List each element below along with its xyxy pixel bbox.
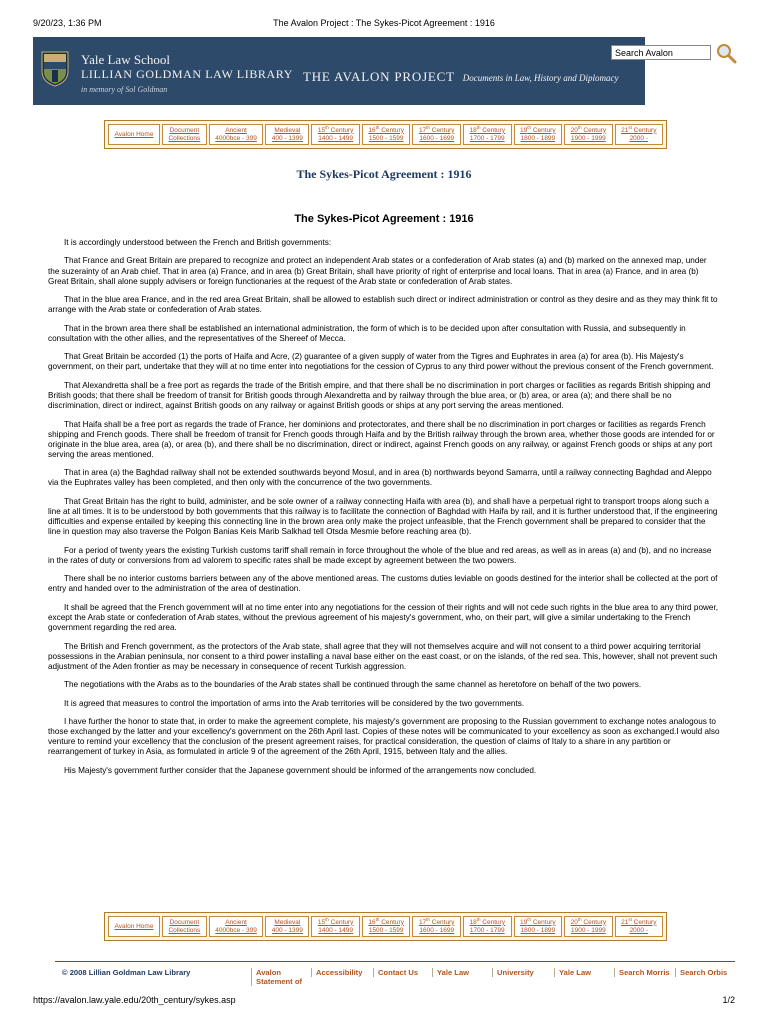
nav-link-ordinal: th xyxy=(426,124,430,130)
document-paragraph: For a period of twenty years the existing Turkish customs tariff shall remain in force throughout the whole of the blue and red areas, as well as in areas (a) and (b), and no increase in the rates of duty or conversions from ad valorem to specific rates shall be made except by agreement between the two powers. xyxy=(48,545,712,565)
nav-link[interactable] xyxy=(514,916,563,937)
nav-link-label: 15 xyxy=(317,918,326,926)
nav-link-range: 2000 - xyxy=(629,134,648,142)
nav-link-ordinal: th xyxy=(325,124,329,130)
nav-link[interactable] xyxy=(564,916,613,937)
document-title: The Sykes-Picot Agreement : 1916 xyxy=(294,213,474,225)
nav-link[interactable] xyxy=(362,916,411,937)
footer-link-contact[interactable]: Contact Us xyxy=(373,968,418,977)
nav-link[interactable] xyxy=(514,124,563,145)
nav-link-range: 2000 - xyxy=(629,926,648,934)
document-body xyxy=(48,238,720,784)
footer-link-yale-law[interactable]: Yale Law xyxy=(432,968,469,977)
footer-link-search-morris[interactable]: Search Morris xyxy=(614,968,670,977)
copyright: © 2008 Lillian Goldman Law Library xyxy=(62,968,191,977)
nav-link-range: 1600 - 1699 xyxy=(419,134,455,142)
document-paragraph: It shall be agreed that the French government will at no time enter into any negotiations for the cession of their rights and will not cede such rights in the blue area to any third power, except the Arab state or confederation of Arab states, without the previous agreement of his majesty's government, who, on their part, will give a similar undertaking to the French government regarding the red area. xyxy=(48,602,719,633)
nav-link-label: 15 xyxy=(317,126,326,134)
search-input[interactable] xyxy=(611,45,711,60)
nav-link[interactable] xyxy=(108,124,160,145)
nav-link-range: 1400 - 1499 xyxy=(318,926,353,934)
nav-link-label: Ancient xyxy=(225,918,247,926)
nav-link-range: 1800 - 1899 xyxy=(520,926,556,934)
nav-link[interactable] xyxy=(265,124,309,145)
nav-link-label: 16 xyxy=(368,126,376,134)
document-paragraph: I have further the honor to state that, in order to make the agreement complete, his majesty's government are proposing to the Russian government to exchange notes analogous to those exchanged by the latter and your excellency's government on the 26th April last. Copies of these notes will be communicated to your excellency as soon as exchanged.I would also venture to remind your excellency that the conclusion of the present agreement raises, for practical consideration, the question of claims of Italy to a share in any partition or rearrangement of turkey in Asia, as formulated in article 9 of the agreement of the 26th April, 1915, between Italy and the allies. xyxy=(48,717,720,757)
nav-link-line1 xyxy=(616,124,662,135)
document-paragraph: It is accordingly understood between the French and British governments: xyxy=(64,238,332,247)
magnifier-icon[interactable] xyxy=(715,42,737,64)
nav-link-label: 20 xyxy=(570,126,578,134)
nav-link-ordinal: th xyxy=(527,124,532,130)
nav-link-range: 400 - 1399 xyxy=(271,926,303,934)
nav-link-ordinal: th xyxy=(375,916,380,922)
footer-link-yale-law-2[interactable]: Yale Law xyxy=(554,968,591,977)
nav-link-label: 19 xyxy=(520,126,528,134)
nav-link-label: Avalon Home xyxy=(114,922,154,930)
nav-link-ordinal: th xyxy=(476,916,481,922)
document-paragraph: There shall be no interior customs barriers between any of the above mentioned areas. The customs duties leviable on goods destined for the interior shall be collected at the port of entry and handed over to the administration of the area of destination. xyxy=(48,574,718,594)
footer-link-search-orbis[interactable]: Search Orbis xyxy=(675,968,727,977)
nav-link-century-word: Century xyxy=(328,126,354,134)
nav-row xyxy=(108,124,663,145)
document-paragraph: That Great Britain be accorded (1) the ports of Haifa and Acre, (2) guarantee of a given supply of water from the Tigres and Euphrates in area (a) for area (b). His Majesty's government, on their part, undertake that they will at no time enter into negotiations for the cession of Cyprus to any third power without the previous consent of the French government. xyxy=(48,352,714,372)
nav-link-range: 4000bce - 399 xyxy=(215,926,257,934)
nav-link-label: 17 xyxy=(418,126,427,134)
document-paragraph: That Haifa shall be a free port as regards the trade of France, her dominions and protectorates, and there shall be no discrimination in port charges or facilities as regards French shipping and French goods. There shall be freedom of transit for French goods through Haifa and by the British railway through the brown area, whether those goods are intended for or originate in the blue area, area (a), or area (b), and there shall be no discrimination, direct or indirect, against French goods on any railway, or against French goods or ships at any port serving the areas mentioned. xyxy=(48,419,715,459)
nav-link[interactable] xyxy=(162,916,207,937)
nav-link-range: 400 - 1399 xyxy=(271,134,303,142)
nav-link[interactable] xyxy=(209,916,264,937)
page-heading: The Sykes-Picot Agreement : 1916 xyxy=(296,167,472,181)
nav-link-label: 18 xyxy=(469,126,477,134)
avalon-tagline: Documents in Law, History and Diplomacy xyxy=(462,73,619,83)
document-paragraph: The negotiations with the Arabs as to the boundaries of the Arab states shall be continued through the same channel as heretofore on behalf of the two powers. xyxy=(64,680,642,690)
document-paragraph: That Alexandretta shall be a free port as regards the trade of the British empire, and that there shall be no discrimination in port charges or facilities as regards British shipping and British goods; that there shall be freedom of transit for British goods through Alexandretta and by railway through the blue area, or (b) area, or area (a); and there shall be no discrimination, direct or indirect, against British goods on any railway or against British goods or ships at any port serving the areas mentioned. xyxy=(48,380,711,411)
nav-row xyxy=(108,916,663,937)
nav-link-century-word: Century xyxy=(531,918,556,926)
nav-link-range: Collections xyxy=(168,926,201,934)
nav-link-label: Document xyxy=(169,126,200,134)
nav-link-line1 xyxy=(363,916,410,927)
nav-link-century-word: Century xyxy=(631,126,657,134)
nav-link-range: 1900 - 1999 xyxy=(571,134,606,142)
avalon-project-name: THE AVALON PROJECT xyxy=(303,69,455,84)
nav-link-range: 1800 - 1899 xyxy=(520,134,556,142)
print-datetime: 9/20/23, 1:36 PM xyxy=(33,18,102,28)
nav-link-label: Document xyxy=(169,918,200,926)
nav-link-label: 21 xyxy=(621,918,629,926)
nav-link-ordinal: st xyxy=(628,124,632,130)
nav-link-line1 xyxy=(413,124,460,135)
nav-link-line1 xyxy=(464,916,511,927)
nav-link-ordinal: th xyxy=(375,124,380,130)
nav-link-century-word: Century xyxy=(480,918,506,926)
nav-link[interactable] xyxy=(463,916,512,937)
nav-link-range: 1500 - 1599 xyxy=(368,926,404,934)
site-footer xyxy=(55,961,735,991)
yale-law-school: Yale Law School xyxy=(81,52,170,67)
nav-link-range: 1700 - 1799 xyxy=(469,926,505,934)
document-paragraph: That France and Great Britain are prepared to recognize and protect an independent Arab states or a confederation of Arab states (a) and (b) marked on the annexed map, under the suzerainty of an Arab chief. That in area (a) France, and in area (b) Great Britain, shall have priority of right of enterprise and local loans. That in area (a) France, and in area (b) Great Britain, shall alone supply advisers or foreign functionaries at the request of the Arab state or confederation of Arab states. xyxy=(48,256,707,286)
document-paragraph: That in area (a) the Baghdad railway shall not be extended southwards beyond Mosul, and in area (b) northwards beyond Samarra, until a railway connecting Baghdad and Aleppo via the Euphrates valley has been completed, and then only with the concurrence of the two governments. xyxy=(48,468,712,488)
nav-link-range: 1500 - 1599 xyxy=(368,134,404,142)
nav-link[interactable] xyxy=(463,124,512,145)
nav-link-range: 4000bce - 399 xyxy=(215,134,257,142)
nav-link-century-word: Century xyxy=(581,126,607,134)
nav-link-range: 1400 - 1499 xyxy=(318,134,353,142)
nav-link[interactable] xyxy=(311,124,360,145)
nav-link[interactable] xyxy=(162,124,207,145)
nav-link-century-word: Century xyxy=(581,918,607,926)
nav-link-line1 xyxy=(515,916,562,927)
nav-link[interactable] xyxy=(412,916,461,937)
nav-link[interactable] xyxy=(311,916,360,937)
nav-link-label: 20 xyxy=(570,918,578,926)
footer-link-statement[interactable]: Avalon Statement of xyxy=(251,968,309,986)
nav-link[interactable] xyxy=(564,124,613,145)
nav-link-century-word: Century xyxy=(631,918,657,926)
nav-link[interactable] xyxy=(615,916,663,937)
nav-link-ordinal: th xyxy=(476,124,481,130)
document-paragraph: It is agreed that measures to control the importation of arms into the Arab territories will be considered by the two governments. xyxy=(64,698,525,708)
nav-link-ordinal: th xyxy=(577,124,582,130)
nav-link-range: 1600 - 1699 xyxy=(419,926,455,934)
document-paragraph: His Majesty's government further consider that the Japanese government should be informed of the arrangements now concluded. xyxy=(64,765,537,775)
memorial-note: in memory of Sol Goldman xyxy=(81,85,168,94)
document-paragraph: The British and French government, as the protectors of the Arab state, shall agree that they will not themselves acquire and will not consent to a third power acquiring territorial possessions in the Arabian peninsula, nor consent to a third power installing a naval base either on the east coast, or on the islands, of the red sea. This, however, shall not prevent such adjustment of the Aden frontier as may be necessary in consequence of recent Turkish aggression. xyxy=(48,641,718,671)
nav-link-line1 xyxy=(565,124,612,135)
nav-link-century-word: Century xyxy=(379,126,404,134)
nav-link-century-word: Century xyxy=(429,126,455,134)
nav-link[interactable] xyxy=(412,124,461,145)
nav-link-century-word: Century xyxy=(379,918,404,926)
nav-link[interactable] xyxy=(209,124,264,145)
nav-link-ordinal: th xyxy=(527,916,532,922)
nav-link-label: 21 xyxy=(621,126,629,134)
nav-link-label: Medieval xyxy=(274,126,301,134)
nav-link[interactable] xyxy=(108,916,160,937)
document-paragraph: That in the blue area France, and in the red area Great Britain, shall be allowed to establish such direct or indirect administration or control as they desire and as they may think fit to arrange with the Arab state or confederation of Arab states. xyxy=(48,295,718,315)
nav-link-line1 xyxy=(464,124,511,135)
nav-link-century-word: Century xyxy=(531,126,556,134)
footer-link-university[interactable]: University xyxy=(492,968,534,977)
nav-link-century-word: Century xyxy=(429,918,455,926)
site-banner xyxy=(33,37,645,105)
nav-link[interactable] xyxy=(615,124,663,145)
footer-link-accessibility[interactable]: Accessibility xyxy=(311,968,362,977)
document-paragraph: That Great Britain has the right to build, administer, and be sole owner of a railway connecting Haifa with area (b), and shall have a perpetual right to transport troops along such a line at all times. It is to be understood by both governments that this railway is to facilitate the connection of Baghdad with Haifa by rail, and it is further understood that, if the engineering difficulties and expense entailed by keeping this connecting line in the brown area only make the project unfeasible, that the French government shall be prepared to consider that the line in question may also traverse the Polgon Banias Keis Marib Salkhad tell Otsda Mesmie before reaching area (b). xyxy=(48,496,718,537)
print-header xyxy=(33,18,735,32)
nav-link-label: Medieval xyxy=(274,918,301,926)
yale-shield-icon xyxy=(41,51,69,87)
nav-link-century-word: Century xyxy=(480,126,506,134)
nav-link-line1 xyxy=(363,124,410,135)
print-title: The Avalon Project : The Sykes-Picot Agreement : 1916 xyxy=(273,18,495,28)
nav-link-label: 19 xyxy=(520,918,528,926)
nav-link-century-word: Century xyxy=(328,918,354,926)
nav-link-range: 1900 - 1999 xyxy=(571,926,606,934)
nav-link[interactable] xyxy=(265,916,309,937)
nav-link-label: Avalon Home xyxy=(114,130,154,138)
nav-link-line1 xyxy=(515,124,562,135)
nav-link-ordinal: st xyxy=(628,916,632,922)
print-footer xyxy=(33,995,735,1009)
nav-link-ordinal: th xyxy=(325,916,329,922)
nav-link-line1 xyxy=(413,916,460,927)
library-name: LILLIAN GOLDMAN LAW LIBRARY xyxy=(81,67,293,81)
nav-link-label: 18 xyxy=(469,918,477,926)
print-url: https://avalon.law.yale.edu/20th_century/sykes.asp xyxy=(33,995,236,1005)
nav-link-line1 xyxy=(565,916,612,927)
print-page-number: 1/2 xyxy=(722,995,735,1005)
nav-link-range: Collections xyxy=(168,134,201,142)
nav-link-line1 xyxy=(312,916,359,927)
nav-link-ordinal: th xyxy=(577,916,582,922)
nav-link-range: 1700 - 1799 xyxy=(469,134,505,142)
century-navbar-bottom xyxy=(104,912,667,941)
nav-link-line1 xyxy=(616,916,662,927)
nav-link-line1 xyxy=(312,124,359,135)
avalon-project-title xyxy=(303,69,619,85)
nav-link-label: Ancient xyxy=(225,126,247,134)
nav-link-label: 16 xyxy=(368,918,376,926)
document-paragraph: That in the brown area there shall be established an international administration, the form of which is to be decided upon after consultation with Russia, and subsequently in consultation with the other allies, and the representatives of the Shereef of Mecca. xyxy=(48,323,686,343)
nav-link[interactable] xyxy=(362,124,411,145)
century-navbar-top xyxy=(104,120,667,149)
nav-link-ordinal: th xyxy=(426,916,430,922)
nav-link-label: 17 xyxy=(418,918,427,926)
